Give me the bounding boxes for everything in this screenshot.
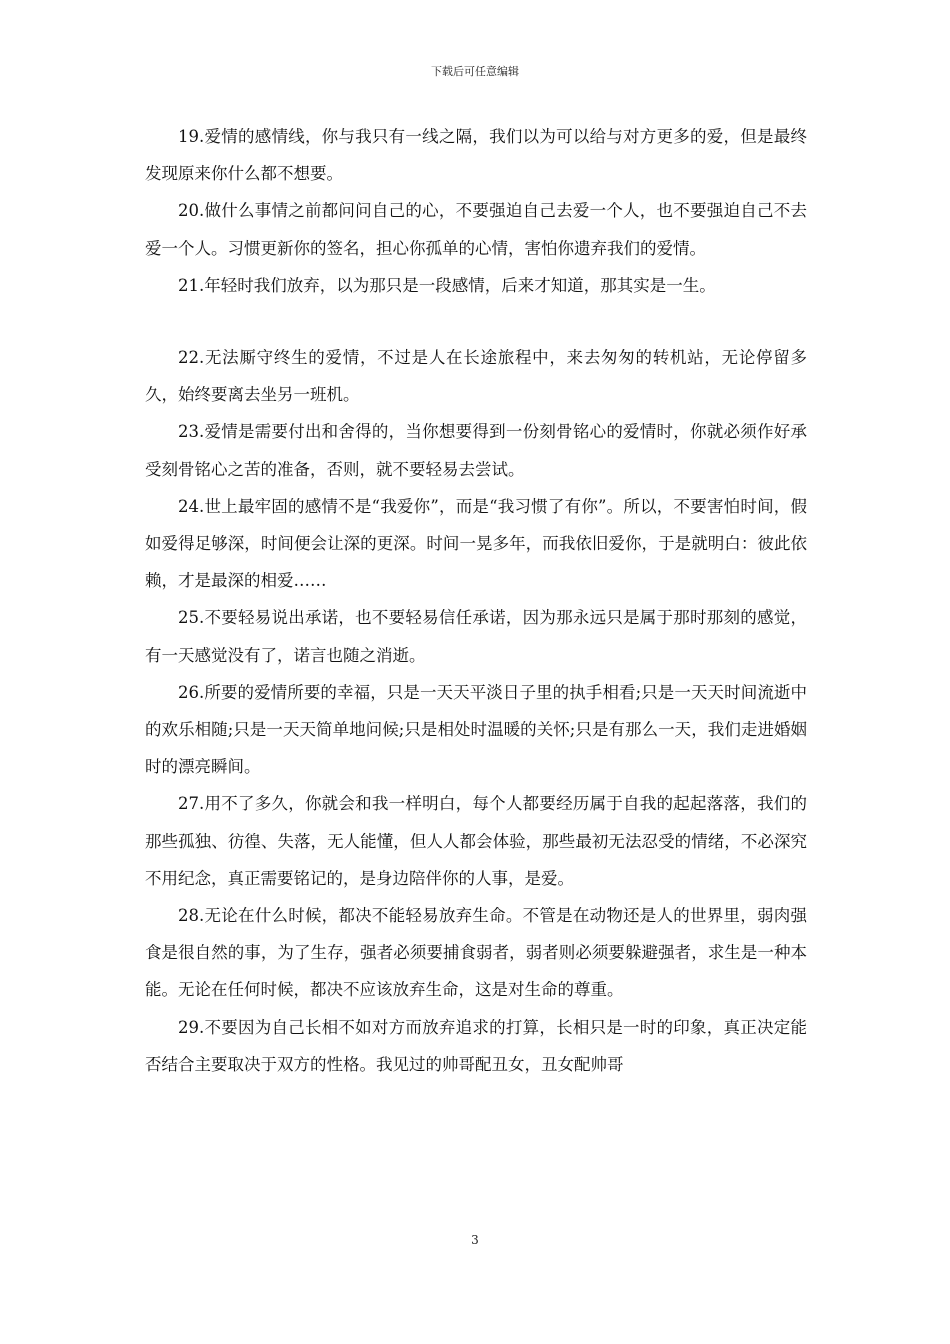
paragraph-25: 25.不要轻易说出承诺，也不要轻易信任承诺，因为那永远只是属于那时那刻的感觉，有一天感觉没有了，诺言也随之消逝。 — [145, 608, 807, 665]
paragraph-20: 20.做什么事情之前都问问自己的心，不要强迫自己去爱一个人，也不要强迫自己不去爱一个人。习惯更新你的签名，担心你孤单的心情，害怕你遗弃我们的爱情。 — [145, 201, 807, 258]
paragraph-22: 22.无法厮守终生的爱情，不过是人在长途旅程中，来去匆匆的转机站，无论停留多久，始终要离去坐另一班机。 — [145, 348, 807, 405]
paragraph-23: 23.爱情是需要付出和舍得的，当你想要得到一份刻骨铭心的爱情时，你就必须作好承受刻骨铭心之苦的准备，否则，就不要轻易去尝试。 — [145, 422, 807, 479]
paragraph-29: 29.不要因为自己长相不如对方而放弃追求的打算，长相只是一时的印象，真正决定能否结合主要取决于双方的性格。我见过的帅哥配丑女，丑女配帅哥 — [145, 1017, 807, 1074]
paragraph-21: 21.年轻时我们放弃，以为那只是一段感情，后来才知道，那其实是一生。 — [178, 275, 716, 295]
paragraph-27: 27.用不了多久，你就会和我一样明白，每个人都要经历属于自我的起起落落，我们的那些孤独、彷徨、失落，无人能懂，但人人都会体验，那些最初无法忍受的情绪，不必深究不用纪念，真正需要铭记的，是身边陪伴你的人事，是爱。 — [145, 794, 807, 888]
document-body — [145, 118, 807, 1083]
paragraph-19: 19.爱情的感情线，你与我只有一线之隔，我们以为可以给与对方更多的爱，但是最终发现原来你什么都不想要。 — [145, 127, 807, 184]
paragraph-24: 24.世上最牢固的感情不是“我爱你”，而是“我习惯了有你”。所以，不要害怕时间，假如爱得足够深，时间便会让深的更深。时间一晃多年，而我依旧爱你，于是就明白：彼此依赖，才是最深的相爱…… — [145, 496, 807, 591]
paragraph-26: 26.所要的爱情所要的幸福，只是一天天平淡日子里的执手相看;只是一天天时间流逝中的欢乐相随;只是一天天简单地问候;只是相处时温暖的关怀;只是有那么一天，我们走进婚姻时的漂亮瞬间。 — [145, 682, 807, 777]
paragraph-28: 28.无论在什么时候，都决不能轻易放弃生命。不管是在动物还是人的世界里，弱肉强食是很自然的事，为了生存，强者必须要捕食弱者，弱者则必须要躲避强者，求生是一种本能。无论在任何时候，都决不应该放弃生命，这是对生命的尊重。 — [145, 906, 807, 1000]
page-header: 下载后可任意编辑 — [431, 65, 519, 78]
page-number: 3 — [471, 1233, 479, 1247]
